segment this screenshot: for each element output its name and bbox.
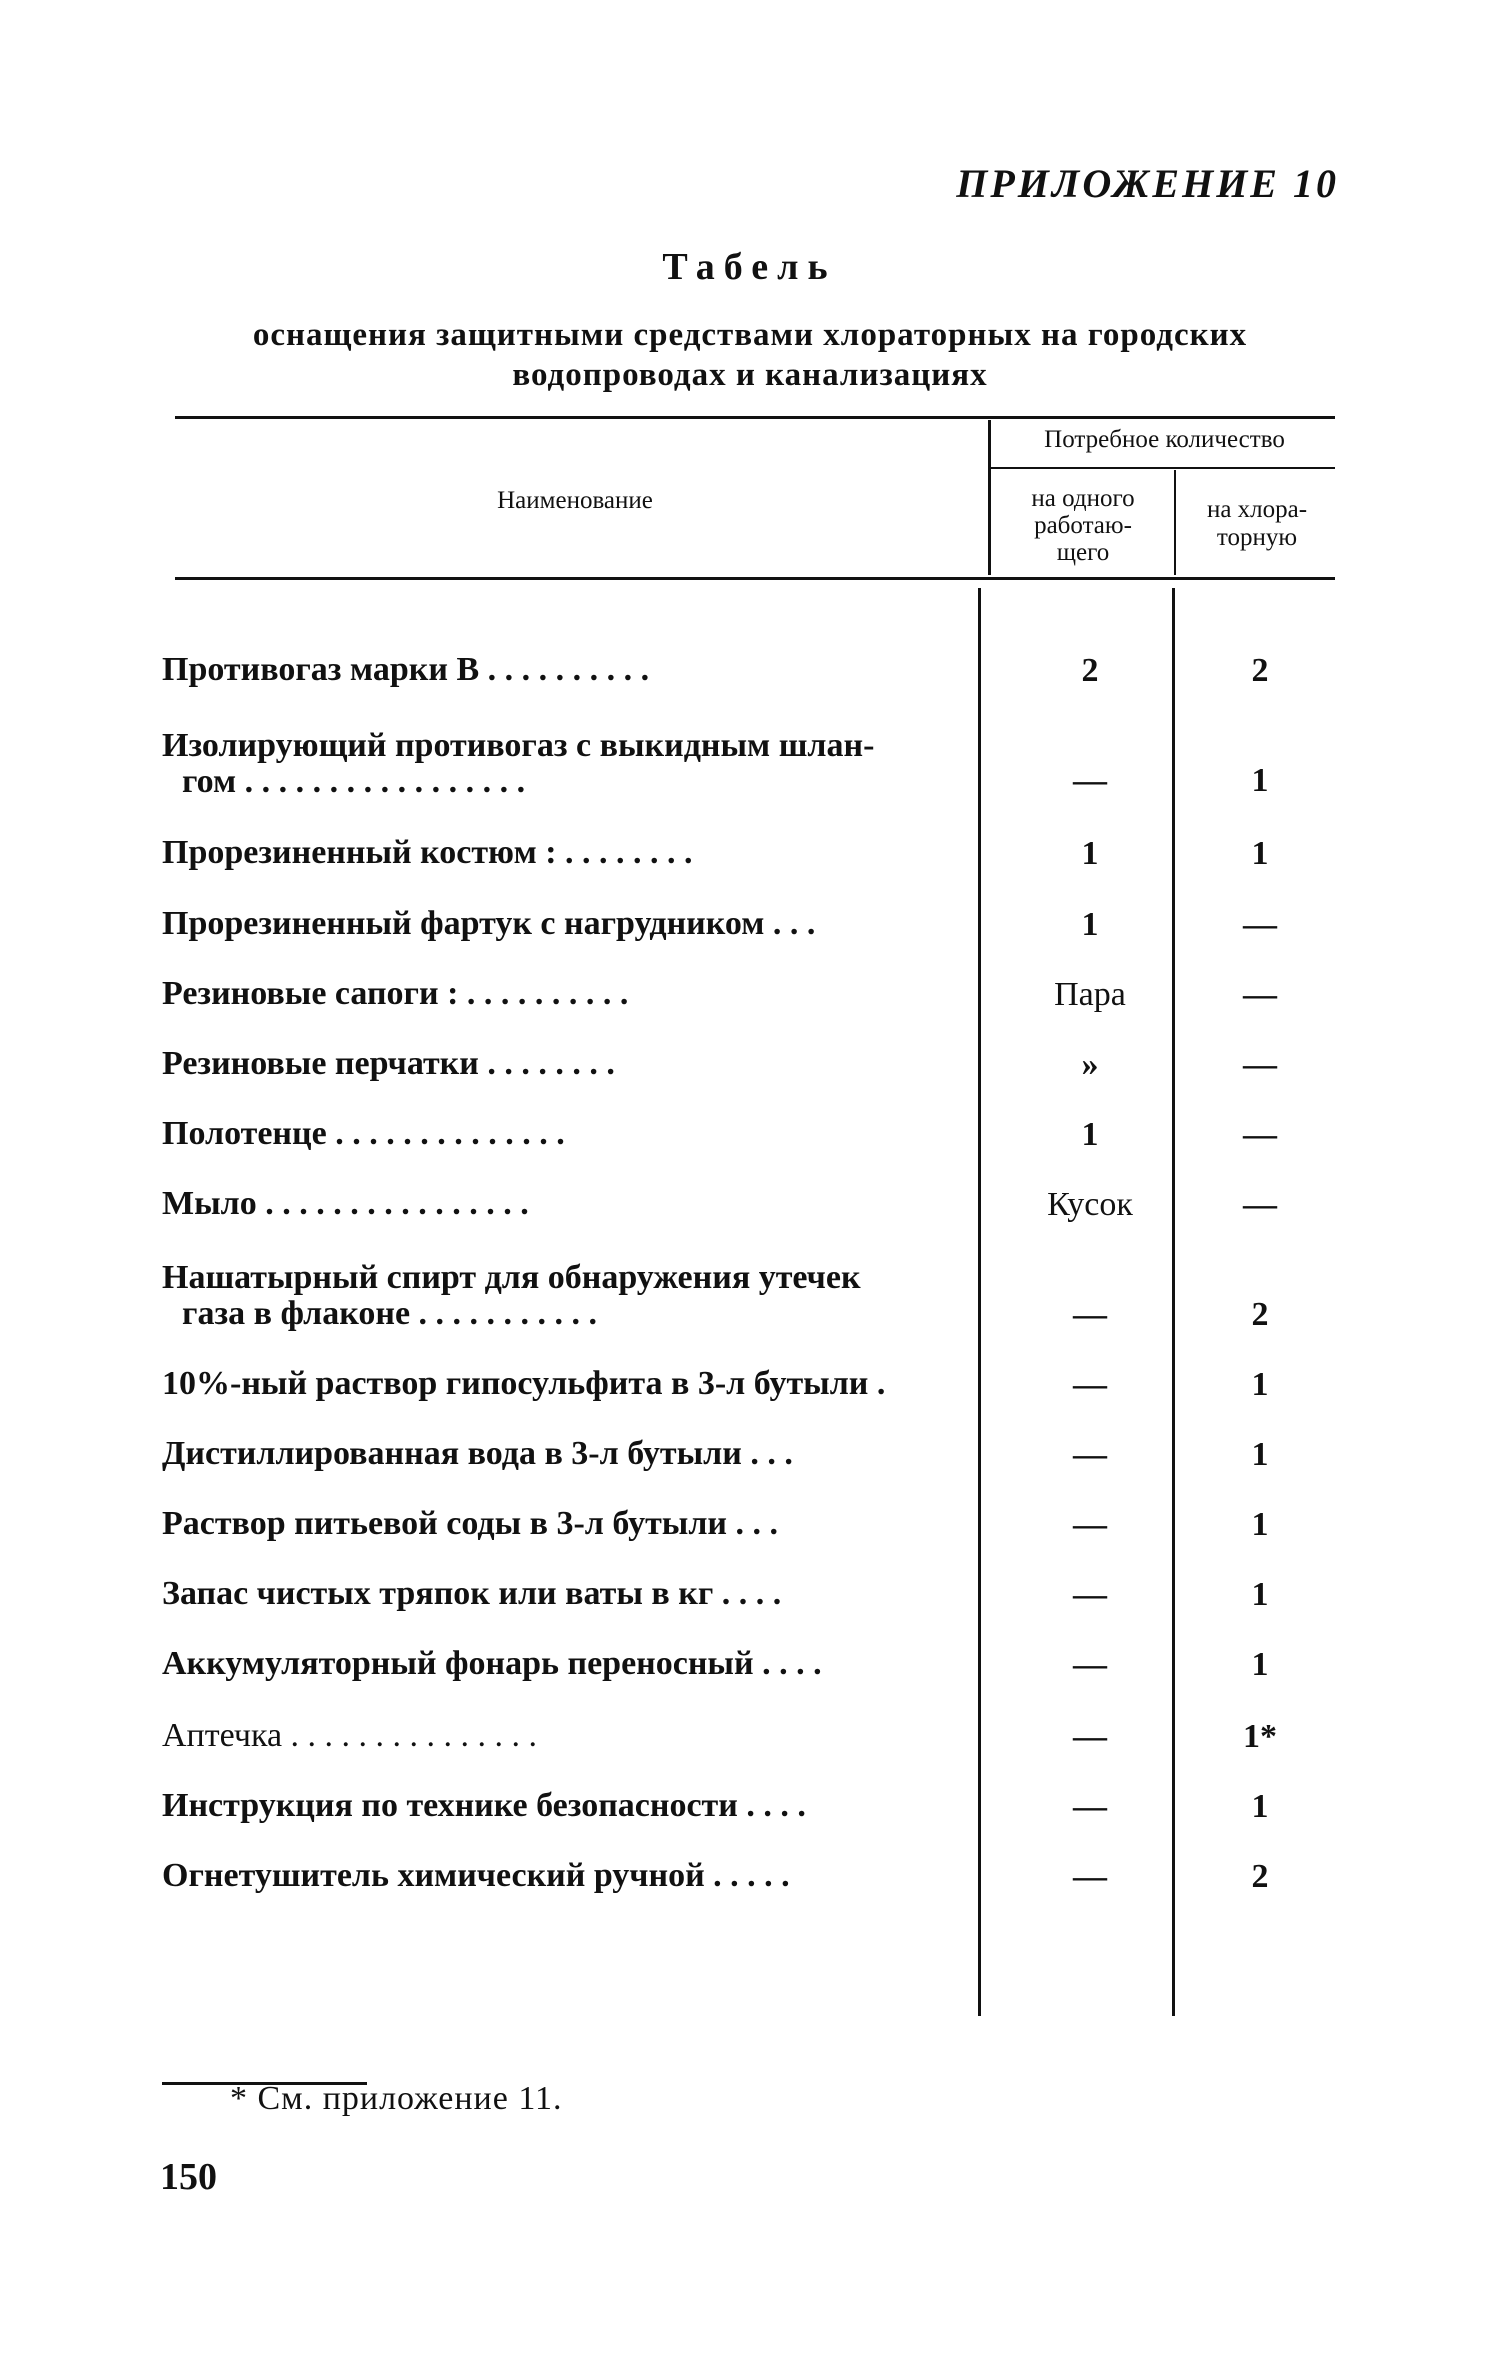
column-header-group: Потребное количество	[1044, 426, 1285, 453]
table-row-label: Противогаз марки В . . . . . . . . . .	[162, 651, 650, 688]
table-row-label: Аптечка . . . . . . . . . . . . . . .	[162, 1717, 538, 1754]
column-header-name: Наименование	[497, 487, 653, 514]
table-row-label: Нашатырный спирт для обнаружения утечек газа в флаконе . . . . . . . . . . .	[162, 1259, 861, 1332]
table-cell-per-room: 2	[1251, 652, 1269, 689]
table-cell-per-worker: —	[1073, 1296, 1107, 1333]
header-divider-1	[988, 420, 991, 575]
column-header-per-worker	[992, 485, 1174, 566]
table-cell-per-worker: Кусок	[1047, 1186, 1133, 1223]
table-cell-per-room: —	[1243, 1186, 1277, 1223]
table-cell-per-room: 1*	[1243, 1718, 1277, 1755]
table-row-label: Запас чистых тряпок или ваты в кг . . . .	[162, 1575, 782, 1612]
table-cell-per-worker: —	[1073, 1576, 1107, 1613]
table-cell-per-room: 1	[1251, 1366, 1269, 1403]
table-cell-per-worker: —	[1073, 1718, 1107, 1755]
header-per-room-line-1: на хлора-	[1206, 496, 1308, 523]
table-cell-per-worker: 1	[1081, 906, 1099, 943]
table-cell-per-room: —	[1243, 1116, 1277, 1153]
footnote: * См. приложение 11.	[230, 2080, 563, 2117]
header-divider-2	[1174, 470, 1176, 575]
table-cell-per-worker: Пара	[1054, 976, 1126, 1013]
table-cell-per-room: 1	[1251, 1788, 1269, 1825]
table-cell-per-room: —	[1243, 1046, 1277, 1083]
table-row-label: Резиновые перчатки . . . . . . . .	[162, 1045, 615, 1082]
table-row-label: 10%-ный раствор гипосульфита в 3-л бутыли .	[162, 1365, 886, 1402]
header-group-rule	[990, 467, 1335, 469]
document-subtitle	[160, 315, 1340, 395]
table-cell-per-worker: —	[1073, 1858, 1107, 1895]
document-title: Табель	[662, 246, 837, 288]
table-row-label: Прорезиненный фартук с нагрудником . . .	[162, 905, 816, 942]
table-cell-per-room: 1	[1251, 1576, 1269, 1613]
table-top-rule	[175, 416, 1335, 419]
body-divider-1	[978, 588, 981, 2016]
table-cell-per-room: 2	[1251, 1296, 1269, 1333]
table-cell-per-room: 1	[1251, 1436, 1269, 1473]
header-bottom-rule	[175, 577, 1335, 580]
table-row-label: Полотенце . . . . . . . . . . . . . .	[162, 1115, 565, 1152]
table-cell-per-worker: 1	[1081, 1116, 1099, 1153]
table-row-label: Дистиллированная вода в 3-л бутыли . . .	[162, 1435, 793, 1472]
table-cell-per-room: —	[1243, 976, 1277, 1013]
table-row-label: Изолирующий противогаз с выкидным шлан- гом . . . . . . . . . . . . . . . . .	[162, 727, 875, 800]
header-per-worker-line-2: работаю-	[1034, 512, 1132, 539]
table-row-label: Инструкция по технике безопасности . . . .	[162, 1787, 806, 1824]
table-cell-per-worker: —	[1073, 1506, 1107, 1543]
table-cell-per-worker: —	[1073, 1436, 1107, 1473]
page-number: 150	[160, 2156, 217, 2198]
table-row-label: Аккумуляторный фонарь переносный . . . .	[162, 1645, 822, 1682]
table-cell-per-room: 1	[1251, 835, 1269, 872]
table-row-label: Мыло . . . . . . . . . . . . . . . .	[162, 1185, 529, 1222]
subtitle-line-2: водопроводах и канализациях	[512, 357, 988, 393]
header-per-worker-line-1: на одного	[1031, 485, 1135, 512]
table-row-label: Резиновые сапоги : . . . . . . . . . .	[162, 975, 629, 1012]
table-cell-per-worker: —	[1073, 1646, 1107, 1683]
table-cell-per-room: —	[1243, 906, 1277, 943]
table-cell-per-room: 1	[1251, 1506, 1269, 1543]
column-header-per-room	[1177, 496, 1337, 552]
header-per-worker-line-3: щего	[1056, 539, 1110, 566]
subtitle-line-1: оснащения защитными средствами хлораторных на городских	[252, 317, 1248, 353]
table-cell-per-worker: »	[1081, 1046, 1099, 1083]
table-cell-per-room: 1	[1251, 762, 1269, 799]
appendix-label: ПРИЛОЖЕНИЕ 10	[956, 161, 1339, 206]
table-cell-per-worker: 1	[1081, 835, 1099, 872]
table-cell-per-room: 1	[1251, 1646, 1269, 1683]
table-cell-per-worker: —	[1073, 1788, 1107, 1825]
table-row-label: Раствор питьевой соды в 3-л бутыли . . .	[162, 1505, 779, 1542]
table-cell-per-worker: —	[1073, 762, 1107, 799]
table-row-label: Огнетушитель химический ручной . . . . .	[162, 1857, 790, 1894]
table-cell-per-room: 2	[1251, 1858, 1269, 1895]
table-cell-per-worker: —	[1073, 1366, 1107, 1403]
table-row-label: Прорезиненный костюм : . . . . . . . .	[162, 834, 693, 871]
header-per-room-line-2: торную	[1216, 524, 1298, 551]
table-cell-per-worker: 2	[1081, 652, 1099, 689]
